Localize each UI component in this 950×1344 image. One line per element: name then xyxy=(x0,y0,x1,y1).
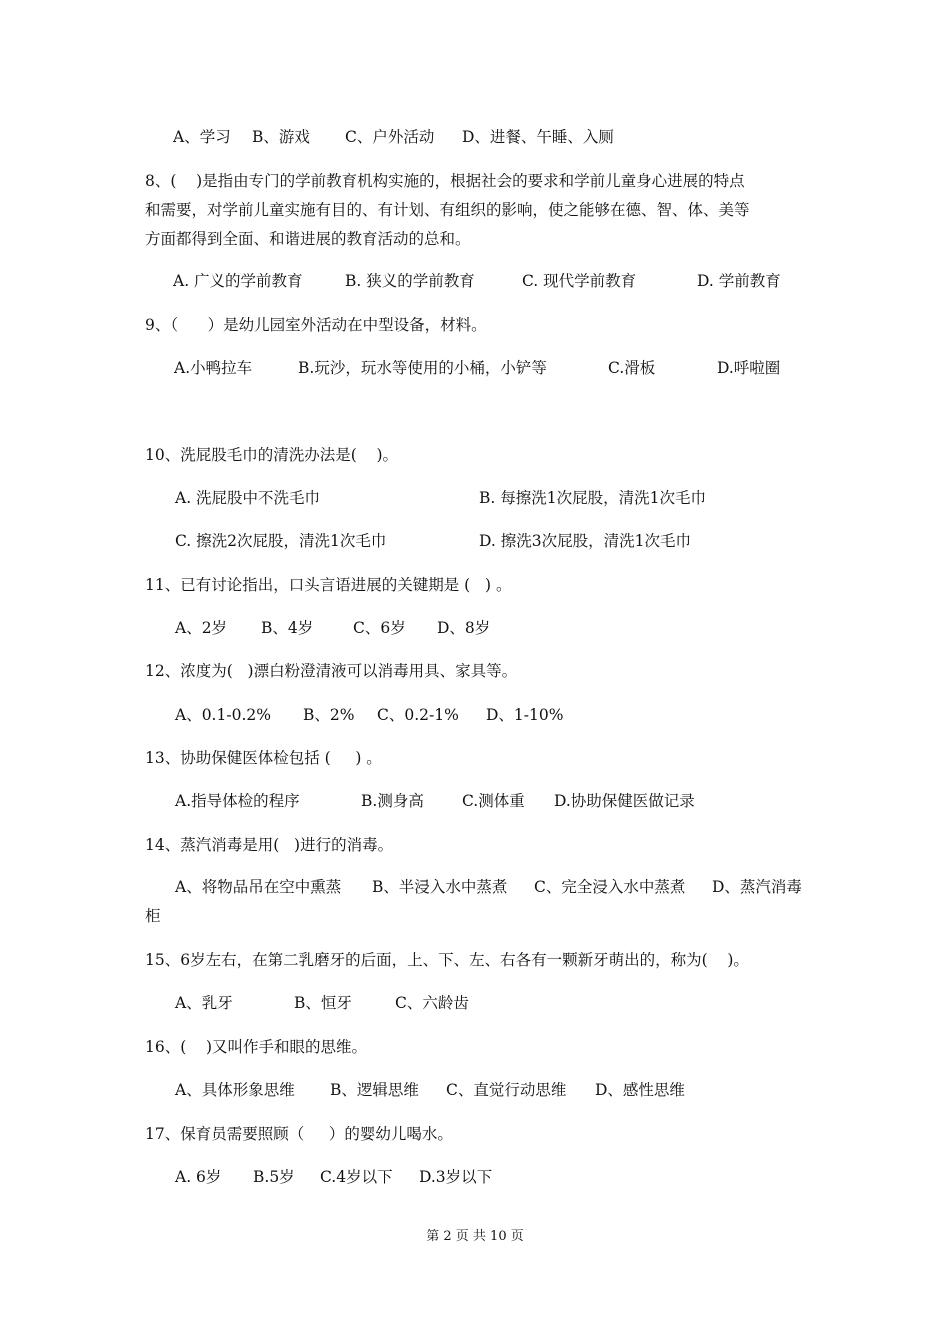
page-number-footer: 第 2 页 共 10 页 xyxy=(426,1229,524,1244)
q8-option-a: A. 广义的学前教育 xyxy=(173,272,303,290)
q13-option-a: A.指导体检的程序 xyxy=(175,792,300,810)
q8-stem-line-2: 和需要，对学前儿童实施有目的、有计划、有组织的影响，使之能够在德、智、体、美等 xyxy=(145,201,750,219)
q11-option-a: A、2岁 xyxy=(175,619,228,637)
q15-option-c: C、六龄齿 xyxy=(395,994,469,1012)
q17-stem: 17、保育员需要照顾（ ）的婴幼儿喝水。 xyxy=(145,1125,453,1143)
q11-option-d: D、8岁 xyxy=(437,619,491,637)
q9-option-c: C.滑板 xyxy=(608,359,656,377)
q17-option-b: B.5岁 xyxy=(253,1168,295,1186)
q8-stem-line-1: 8、( )是指由专门的学前教育机构实施的，根据社会的要求和学前儿童身心进展的特点 xyxy=(145,172,745,190)
q7-option-d: D、进餐、午睡、入厕 xyxy=(462,128,614,146)
q16-option-d: D、感性思维 xyxy=(595,1081,685,1099)
q16-option-c: C、直觉行动思维 xyxy=(446,1081,567,1099)
q10-option-a: A. 洗屁股中不洗毛巾 xyxy=(175,489,321,507)
q7-option-c: C、户外活动 xyxy=(345,128,435,146)
q11-option-b: B、4岁 xyxy=(261,619,314,637)
q10-option-b: B. 每擦洗1次屁股，清洗1次毛巾 xyxy=(479,489,706,507)
q11-option-c: C、6岁 xyxy=(353,619,406,637)
q12-option-b: B、2% xyxy=(303,706,355,724)
q7-option-b: B、游戏 xyxy=(252,128,310,146)
q13-stem: 13、协助保健医体检包括 ( ) 。 xyxy=(145,749,382,767)
q9-stem: 9、（ ）是幼儿园室外活动在中型设备，材料。 xyxy=(145,316,487,334)
q10-stem: 10、洗屁股毛巾的清洗办法是( )。 xyxy=(145,446,399,464)
q9-option-b: B.玩沙，玩水等使用的小桶，小铲等 xyxy=(298,359,547,377)
q14-option-a: A、将物品吊在空中熏蒸 xyxy=(175,878,342,896)
q17-option-c: C.4岁以下 xyxy=(320,1168,393,1186)
q8-option-b: B. 狭义的学前教育 xyxy=(345,272,475,290)
q8-option-d: D. 学前教育 xyxy=(697,272,781,290)
q12-option-c: C、0.2-1% xyxy=(377,706,459,724)
q10-option-d: D. 擦洗3次屁股，清洗1次毛巾 xyxy=(479,532,691,550)
q15-option-b: B、恒牙 xyxy=(294,994,352,1012)
q14-stem: 14、蒸汽消毒是用( )进行的消毒。 xyxy=(145,836,394,854)
q14-option-b: B、半浸入水中蒸煮 xyxy=(372,878,508,896)
q15-option-a: A、乳牙 xyxy=(175,994,233,1012)
q11-stem: 11、已有讨论指出，口头言语进展的关键期是 ( ) 。 xyxy=(145,576,512,594)
q9-option-d: D.呼啦圈 xyxy=(717,359,781,377)
q7-option-a: A、学习 xyxy=(173,128,231,146)
q9-option-a: A.小鸭拉车 xyxy=(174,359,253,377)
q13-option-c: C.测体重 xyxy=(462,792,525,810)
q12-option-d: D、1-10% xyxy=(486,706,564,724)
q14-option-c: C、完全浸入水中蒸煮 xyxy=(534,878,686,896)
q16-stem: 16、( )又叫作手和眼的思维。 xyxy=(145,1038,368,1056)
q12-option-a: A、0.1-0.2% xyxy=(175,706,271,724)
q8-option-c: C. 现代学前教育 xyxy=(522,272,637,290)
q15-stem: 15、6岁左右，在第二乳磨牙的后面，上、下、左、右各有一颗新牙萌出的，称为( )。 xyxy=(145,951,749,969)
q16-option-a: A、具体形象思维 xyxy=(175,1081,295,1099)
q13-option-b: B.测身高 xyxy=(361,792,424,810)
q17-option-d: D.3岁以下 xyxy=(419,1168,493,1186)
q13-option-d: D.协助保健医做记录 xyxy=(554,792,695,810)
q16-option-b: B、逻辑思维 xyxy=(330,1081,419,1099)
q12-stem: 12、浓度为( )漂白粉澄清液可以消毒用具、家具等。 xyxy=(145,662,518,680)
q14-option-d: D、蒸汽消毒 xyxy=(712,878,802,896)
q17-option-a: A. 6岁 xyxy=(175,1168,222,1186)
q14-option-d-wrap: 柜 xyxy=(145,907,161,925)
q10-option-c: C. 擦洗2次屁股，清洗1次毛巾 xyxy=(175,532,387,550)
q8-stem-line-3: 方面都得到全面、和谐进展的教育活动的总和。 xyxy=(145,230,471,248)
